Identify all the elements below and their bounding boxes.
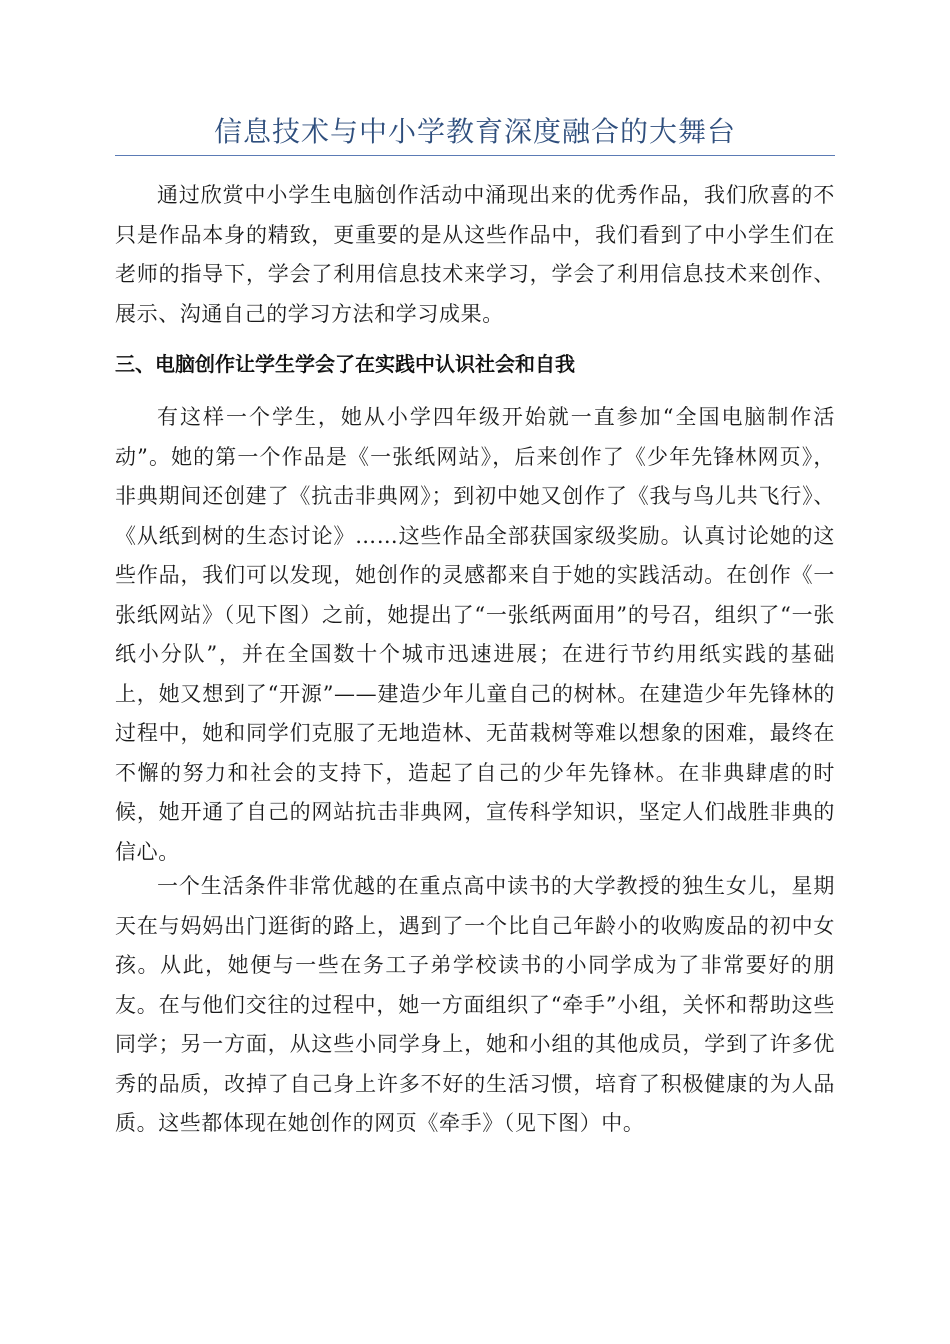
story-two-section [115, 867, 835, 1144]
paragraph-story-one: 有这样一个学生，她从小学四年级开始就一直参加“全国电脑制作活动”。她的第一个作品是《一张纸网站》，后来创作了《少年先锋林网页》，非典期间还创建了《抗击非典网》；到初中她又创作了《我与鸟儿共飞行》、《从纸到树的生态讨论》……这些作品全部获国家级奖励。认真讨论她的这些作品，我们可以发现，她创作的灵感都来自于她的实践活动。在创作《一张纸网站》（见下图）之前，她提出了“一张纸两面用”的号召，组织了“一张纸小分队”，并在全国数十个城市迅速进展；在进行节约用纸实践的基础上，她又想到了“开源”——建造少年儿童自己的树林。在建造少年先锋林的过程中，她和同学们克服了无地造林、无苗栽树等难以想象的困难，最终在不懈的努力和社会的支持下，造起了自己的少年先锋林。在非典肆虐的时候，她开通了自己的网站抗击非典网，宣传科学知识，坚定人们战胜非典的信心。 [115, 405, 835, 864]
paragraph-intro: 通过欣赏中小学生电脑创作活动中涌现出来的优秀作品，我们欣喜的不只是作品本身的精致，更重要的是从这些作品中，我们看到了中小学生们在老师的指导下，学会了利用信息技术来学习，学会了利用信息技术来创作、展示、沟通自己的学习方法和学习成果。 [115, 183, 835, 326]
paragraph-story-two: 一个生活条件非常优越的在重点高中读书的大学教授的独生女儿，星期天在与妈妈出门逛街的路上，遇到了一个比自己年龄小的收购废品的初中女孩。从此，她便与一些在务工子弟学校读书的小同学成为了非常要好的朋友。在与他们交往的过程中，她一方面组织了“牵手”小组，关怀和帮助这些同学；另一方面，从这些小同学身上，她和小组的其他成员，学到了许多优秀的品质，改掉了自己身上许多不好的生活习惯，培育了积极健康的为人品质。这些都体现在她创作的网页《牵手》（见下图）中。 [115, 874, 835, 1135]
title-underline [115, 155, 835, 156]
intro-section [115, 176, 835, 334]
section-heading: 三、电脑创作让学生学会了在实践中认识社会和自我 [115, 352, 575, 376]
story-one-section [115, 398, 835, 872]
document-title: 信息技术与中小学教育深度融合的大舞台 [213, 115, 736, 148]
